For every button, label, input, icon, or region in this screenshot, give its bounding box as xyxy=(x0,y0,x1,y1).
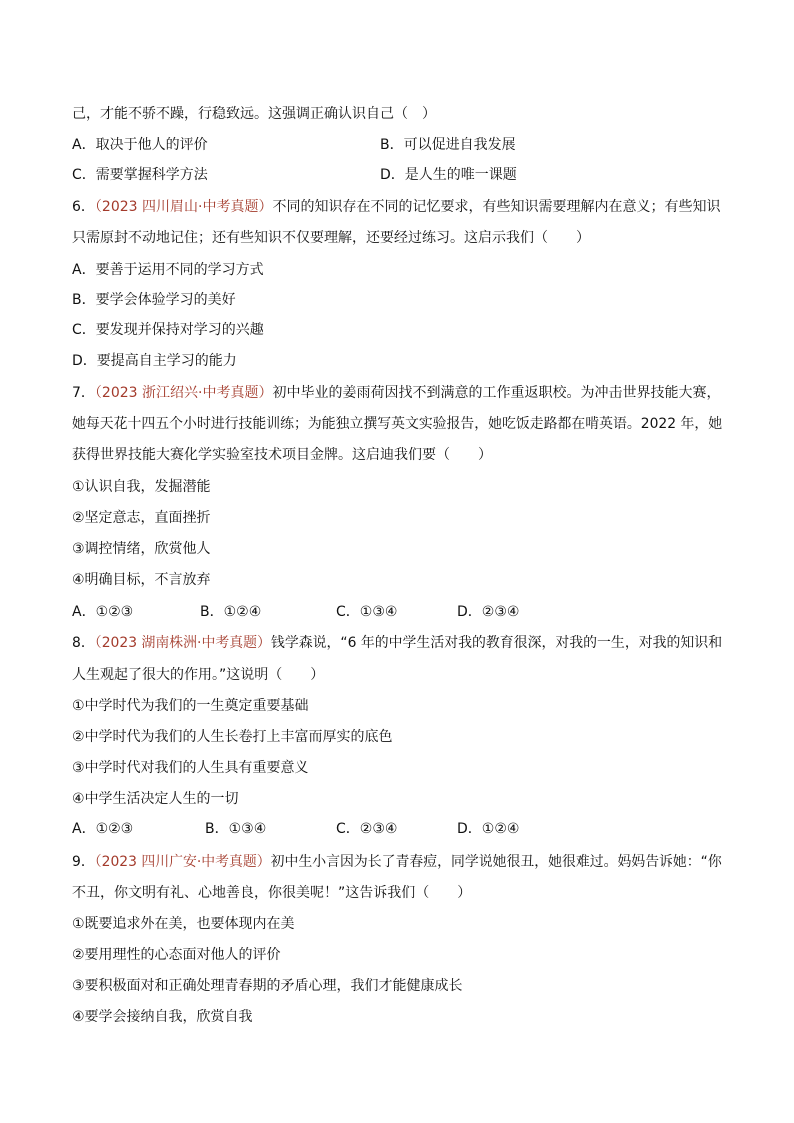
q7-item-2: ②坚定意志，直面挫折 xyxy=(72,510,211,526)
q9-item-2: ②要用理性的心态面对他人的评价 xyxy=(72,947,281,963)
q8-stem-line1 xyxy=(72,634,722,652)
q8-item-3: ③中学时代对我们的人生具有重要意义 xyxy=(72,760,309,776)
q6-option-c: C．要发现并保持对学习的兴趣 xyxy=(72,322,264,338)
q8-choice-b: B．①③④ xyxy=(205,821,267,837)
q9-stem-line2: 不丑，你文明有礼、心地善良，你很美呢！”这告诉我们（ ） xyxy=(72,885,472,901)
q9-item-4: ④要学会接纳自我，欣赏自我 xyxy=(72,1009,253,1025)
q8-number: 8． xyxy=(72,635,95,651)
q6-source: （2023 四川眉山·中考真题） xyxy=(94,199,273,215)
q7-stem-line2: 她每天花十四五个小时进行技能训练；为能独立撰写英文实验报告，她吃饭走路都在啃英语。2022 年，她 xyxy=(72,416,723,432)
q9-stem-line1 xyxy=(72,853,722,871)
q7-item-4: ④明确目标，不言放弃 xyxy=(72,572,211,588)
q6-option-d: D．要提高自主学习的能力 xyxy=(72,353,237,369)
q5-option-c: C．需要掌握科学方法 xyxy=(72,167,208,183)
q8-stem-line2: 人生观起了很大的作用。”这说明（ ） xyxy=(72,667,325,683)
q8-item-4: ④中学生活决定人生的一切 xyxy=(72,791,239,807)
q8-choice-d: D．①②④ xyxy=(457,821,520,837)
q7-choice-b: B．①②④ xyxy=(200,604,262,620)
q5-option-d: D．是人生的唯一课题 xyxy=(380,167,517,183)
q7-number: 7． xyxy=(72,385,95,401)
q7-choice-d: D．②③④ xyxy=(457,604,520,620)
q8-item-1: ①中学时代为我们的一生奠定重要基础 xyxy=(72,698,309,714)
q8-source: （2023 湖南株洲·中考真题） xyxy=(94,635,271,651)
q6-option-a: A．要善于运用不同的学习方式 xyxy=(72,262,264,278)
q7-stem-line1 xyxy=(72,384,720,402)
q6-stem-text: 不同的知识存在不同的记忆要求，有些知识需要理解内在意义；有些知识 xyxy=(272,199,721,215)
q9-number: 9． xyxy=(72,854,95,870)
q8-choice-c: C．②③④ xyxy=(336,821,398,837)
q9-item-1: ①既要追求外在美，也要体现内在美 xyxy=(72,916,295,932)
q8-item-2: ②中学时代为我们的人生长卷打上丰富而厚实的底色 xyxy=(72,729,393,745)
q5-option-b: B．可以促进自我发展 xyxy=(380,137,516,153)
q5-option-a: A．取决于他人的评价 xyxy=(72,137,208,153)
q9-stem-text: 初中生小言因为长了青春痘，同学说她很丑，她很难过。妈妈告诉她：“你 xyxy=(270,854,722,870)
q9-source: （2023 四川广安·中考真题） xyxy=(94,854,271,870)
q6-number: 6． xyxy=(72,199,95,215)
q7-item-3: ③调控情绪，欣赏他人 xyxy=(72,541,211,557)
q6-stem-line2: 只需原封不动地记住；还有些知识不仅要理解，还要经过练习。这启示我们（ ） xyxy=(72,230,590,246)
q8-stem-text: 钱学森说，“6 年的中学生活对我的教育很深，对我的一生，对我的知识和 xyxy=(270,635,723,651)
q5-stem-continuation: 己，才能不骄不躁，行稳致远。这强调正确认识自己（ ） xyxy=(72,106,436,122)
q7-source: （2023 浙江绍兴·中考真题） xyxy=(94,385,273,401)
q9-item-3: ③要积极面对和正确处理青春期的矛盾心理，我们才能健康成长 xyxy=(72,978,463,994)
q7-item-1: ①认识自我，发掘潜能 xyxy=(72,479,211,495)
q7-stem-line3: 获得世界技能大赛化学实验室技术项目金牌。这启迪我们要（ ） xyxy=(72,447,492,463)
q6-option-b: B．要学会体验学习的美好 xyxy=(72,292,236,308)
q7-choice-a: A．①②③ xyxy=(72,604,134,620)
q7-choice-c: C．①③④ xyxy=(336,604,398,620)
q8-choice-a: A．①②③ xyxy=(72,821,134,837)
q7-stem-text: 初中毕业的姜雨荷因找不到满意的工作重返职校。为冲击世界技能大赛， xyxy=(272,385,721,401)
q6-stem-line1 xyxy=(72,198,720,216)
